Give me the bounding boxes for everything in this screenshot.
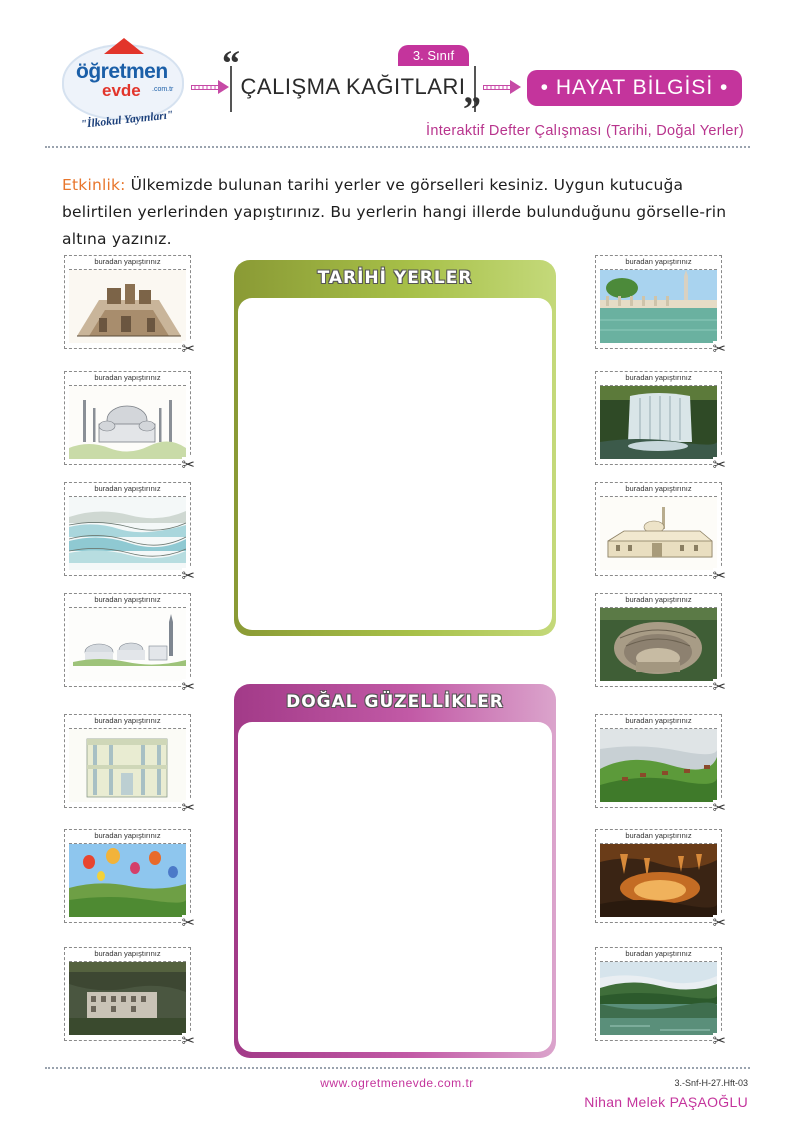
green-plateau-photo-image — [600, 728, 717, 802]
paste-label: buradan yapıştırınız — [625, 949, 692, 958]
logo-text-bottom: evde — [102, 81, 141, 100]
scissors-icon: ✂ — [712, 1031, 726, 1050]
paste-label: buradan yapıştırınız — [625, 716, 692, 725]
activity-instruction — [62, 172, 742, 253]
historic-places-drop-area[interactable] — [238, 298, 552, 630]
subject-badge: • HAYAT BİLGİSİ • — [527, 70, 742, 106]
paste-label: buradan yapıştırınız — [625, 373, 692, 382]
paste-label: buradan yapıştırınız — [94, 484, 161, 493]
paste-label: buradan yapıştırınız — [625, 595, 692, 604]
cutout-card[interactable] — [595, 714, 726, 817]
cutout-card[interactable] — [595, 829, 726, 932]
cutout-card[interactable] — [595, 255, 726, 358]
paste-label: buradan yapıştırınız — [94, 831, 161, 840]
paste-label: buradan yapıştırınız — [94, 373, 161, 382]
paste-label: buradan yapıştırınız — [625, 831, 692, 840]
library-facade-sketch-image — [69, 728, 186, 802]
logo-text-domain: .com.tr — [152, 86, 174, 93]
divider — [45, 1067, 750, 1069]
cutout-card[interactable] — [64, 947, 195, 1050]
publisher-logo — [62, 38, 187, 133]
cutout-card[interactable] — [64, 829, 195, 932]
natural-beauties-panel — [234, 684, 556, 1058]
arrow-right-icon — [483, 82, 521, 92]
paste-label: buradan yapıştırınız — [625, 257, 692, 266]
scissors-icon: ✂ — [712, 455, 726, 474]
logo-text-top: öğretmen — [76, 60, 168, 83]
scissors-icon: ✂ — [181, 913, 195, 932]
palace-sketch-image — [600, 496, 717, 570]
travertine-sketch-image — [69, 496, 186, 570]
grade-badge: 3. Sınıf — [398, 45, 469, 66]
waterfall-photo-image — [600, 385, 717, 459]
scissors-icon: ✂ — [181, 339, 195, 358]
page-title: ÇALIŞMA KAĞITLARI — [240, 74, 466, 99]
historic-places-panel — [234, 260, 556, 636]
paste-label: buradan yapıştırınız — [94, 716, 161, 725]
hot-air-balloons-photo-image — [69, 843, 186, 917]
quote-close-icon: ” — [463, 89, 481, 129]
paste-label: buradan yapıştırınız — [94, 257, 161, 266]
divider — [45, 146, 750, 148]
scissors-icon: ✂ — [712, 339, 726, 358]
quote-open-icon: “ — [222, 43, 240, 83]
scissors-icon: ✂ — [712, 677, 726, 696]
scissors-icon: ✂ — [712, 798, 726, 817]
paste-label: buradan yapıştırınız — [94, 595, 161, 604]
author-name: Nihan Melek PAŞAOĞLU — [584, 1094, 748, 1110]
scissors-icon: ✂ — [181, 798, 195, 817]
cutout-card[interactable] — [595, 593, 726, 696]
scissors-icon: ✂ — [181, 455, 195, 474]
mosque-sketch-image — [69, 385, 186, 459]
paste-label: buradan yapıştırınız — [94, 949, 161, 958]
logo-roof-icon — [104, 38, 144, 54]
lake-photo-image — [600, 961, 717, 1035]
logo-tagline: "İlkokul Yayınları" — [80, 109, 174, 131]
footer-url[interactable]: www.ogretmenevde.com.tr — [320, 1076, 474, 1090]
historic-places-title: TARİHİ YERLER — [317, 268, 473, 288]
colonnade-pool-photo-image — [600, 269, 717, 343]
natural-beauties-drop-area[interactable] — [238, 722, 552, 1052]
natural-beauties-title: DOĞAL GÜZELLİKLER — [286, 692, 504, 712]
scissors-icon: ✂ — [181, 566, 195, 585]
cutout-card[interactable] — [64, 371, 195, 474]
cutout-card[interactable] — [64, 482, 195, 585]
paste-label: buradan yapıştırınız — [625, 484, 692, 493]
cutout-card[interactable] — [595, 947, 726, 1050]
cutout-card[interactable] — [64, 714, 195, 817]
cliff-monastery-photo-image — [69, 961, 186, 1035]
page-subtitle: İnteraktif Defter Çalışması (Tarihi, Doğal Yerler) — [426, 123, 744, 139]
amphitheatre-photo-image — [600, 607, 717, 681]
scissors-icon: ✂ — [181, 677, 195, 696]
cutout-card[interactable] — [64, 255, 195, 358]
activity-label: Etkinlik: — [62, 176, 126, 194]
scissors-icon: ✂ — [181, 1031, 195, 1050]
cutout-card[interactable] — [595, 371, 726, 474]
ruins-sketch-image — [69, 269, 186, 343]
activity-text: Ülkemizde bulunan tarihi yerler ve görselleri kesiniz. Uygun kutucuğa belirtilen yerlerinden yapıştırınız. Bu yerlerin hangi illerde bulunduğunu görselle-rin altına yazınız. — [62, 176, 727, 248]
cutout-card[interactable] — [595, 482, 726, 585]
title-frame — [230, 66, 476, 112]
cave-photo-image — [600, 843, 717, 917]
city-skyline-sketch-image — [69, 607, 186, 681]
scissors-icon: ✂ — [712, 566, 726, 585]
document-code: 3.-Snf-H-27.Hft-03 — [674, 1078, 748, 1088]
cutout-card[interactable] — [64, 593, 195, 696]
scissors-icon: ✂ — [712, 913, 726, 932]
